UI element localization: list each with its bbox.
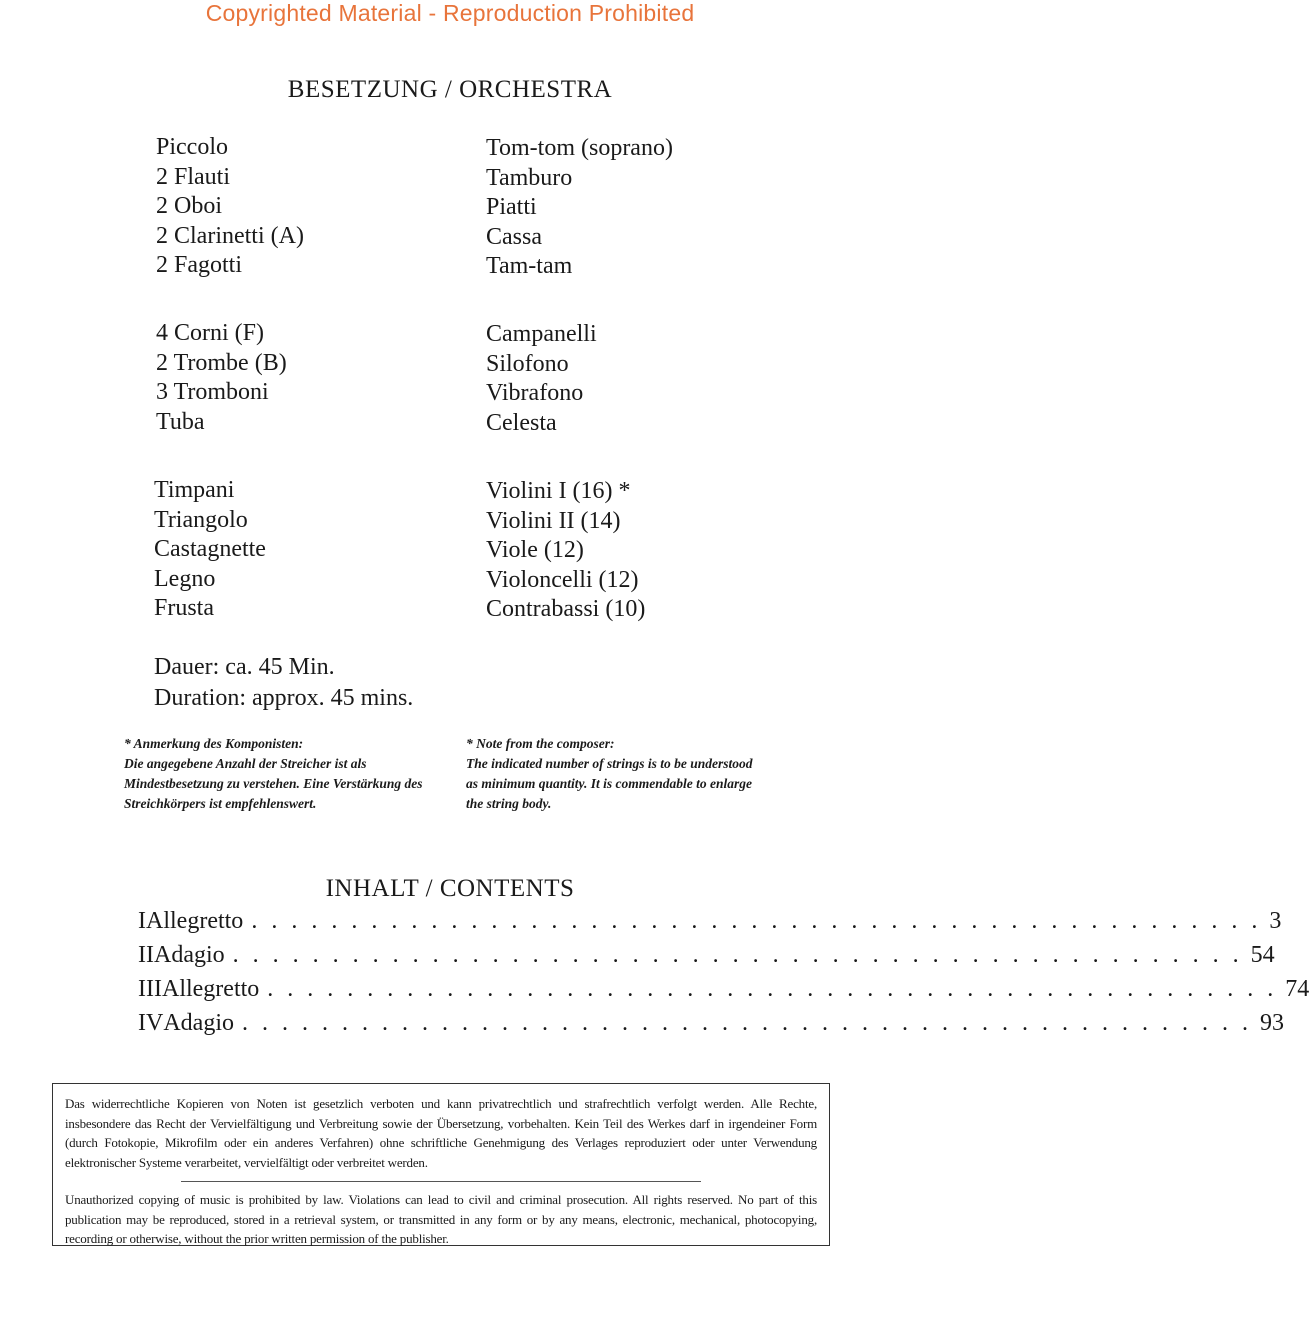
instrument-item: Castagnette: [154, 536, 266, 562]
strings-list: [486, 477, 645, 625]
instrument-item: 3 Tromboni: [156, 379, 269, 405]
instrument-item: Silofono: [486, 350, 569, 377]
percussion-list: [154, 476, 266, 624]
duration-block: [154, 652, 413, 714]
composer-note-german: [124, 734, 442, 814]
instrument-item: Tam-tam: [486, 253, 573, 279]
movement-title: Allegretto: [146, 908, 244, 934]
movement-number: II: [138, 942, 154, 968]
instrument-item: Violini I (16) *: [486, 478, 631, 504]
note-heading: * Anmerkung des Komponisten:: [124, 736, 304, 751]
note-body: Die angegebene Anzahl der Streicher ist als Mindestbesetzung zu verstehen. Eine Verstärkung des Streichkörpers ist empfehlenswert.: [124, 756, 423, 811]
instrument-item: Timpani: [154, 477, 235, 503]
copyright-watermark: Copyrighted Material - Reproduction Prohibited: [205, 0, 695, 26]
instrument-item: Frusta: [154, 595, 214, 621]
note-body: The indicated number of strings is to be understood as minimum quantity. It is commendable to enlarge the string body.: [466, 756, 753, 811]
instrument-item: Campanelli: [486, 321, 597, 347]
instrument-item: 2 Flauti: [156, 163, 231, 190]
movement-title: Allegretto: [161, 976, 260, 1002]
instrument-item: Tamburo: [486, 164, 573, 191]
contents-title: INHALT / CONTENTS: [325, 875, 575, 902]
instrument-item: Tuba: [156, 408, 205, 435]
divider: [181, 1181, 701, 1182]
contents-row: [138, 942, 1275, 976]
contents-row: [138, 976, 1309, 1010]
orchestra-title: BESETZUNG / ORCHESTRA: [287, 76, 613, 103]
duration-english: Duration: approx. 45 mins.: [154, 685, 414, 711]
instrument-item: 2 Fagotti: [156, 252, 243, 278]
note-heading: * Note from the composer:: [466, 736, 615, 751]
instrument-item: 2 Oboi: [156, 193, 222, 219]
instrument-item: Contrabassi (10): [486, 596, 646, 622]
movement-title: Adagio: [153, 942, 225, 968]
movement-number: I: [138, 908, 146, 934]
instrument-item: Triangolo: [154, 506, 248, 533]
instrument-item: Piatti: [486, 194, 537, 220]
instrument-item: Celesta: [486, 409, 557, 436]
composer-note-english: [466, 734, 766, 814]
page-number: 3: [1269, 908, 1282, 934]
duration-german: Dauer: ca. 45 Min.: [154, 654, 335, 680]
instrument-item: Vibrafono: [486, 380, 584, 406]
movement-number: IV: [138, 1010, 164, 1036]
page-number: 54: [1250, 942, 1275, 968]
leader-dots: . . . . . . . . . . . . . . . . . . . . . . . . . . . . . . . . . . . . . . . . . . . . . . . . . . .: [251, 908, 1262, 934]
movement-title: Adagio: [163, 1010, 234, 1036]
copyright-german: Das widerrechtliche Kopieren von Noten ist gesetzlich verboten und kann privatrechtlich und strafrechtlich verfolgt werden. Alle Rechte, insbesondere das Recht der Vervielfältigung und Verbreitung sowie der Übersetzung, vorbehalten. Kein Teil des Werkes darf in irgendeiner Form (durch Fotokopie, Mikrofilm oder ein anderes Verfahren) ohne schriftliche Genehmigung des Verlages reproduziert oder unter Verwendung elektronischer Systeme verarbeitet, vervielfältigt oder verbreitet werden.: [65, 1096, 817, 1170]
instrument-item: Violini II (14): [486, 507, 621, 534]
contents-row: [138, 1010, 1284, 1044]
leader-dots: . . . . . . . . . . . . . . . . . . . . . . . . . . . . . . . . . . . . . . . . . . . . . . . . . . .: [241, 1010, 1252, 1036]
instrument-item: Viole (12): [486, 537, 584, 563]
instrument-item: Legno: [154, 565, 216, 592]
instrument-item: 2 Clarinetti (A): [156, 222, 304, 249]
contents-row: [138, 908, 1282, 942]
woodwinds-list: [156, 133, 304, 281]
leader-dots: . . . . . . . . . . . . . . . . . . . . . . . . . . . . . . . . . . . . . . . . . . . . . . . . . . .: [267, 976, 1278, 1002]
instrument-item: 4 Corni (F): [156, 320, 264, 346]
movement-number: III: [138, 976, 162, 1002]
page-number: 74: [1285, 976, 1309, 1002]
page-number: 93: [1259, 1010, 1284, 1036]
copyright-english: Unauthorized copying of music is prohibited by law. Violations can lead to civil and criminal prosecution. All rights reserved. No part of this publication may be reproduced, stored in a retrieval system, or transmitted in any form or by any means, electronic, mechanical, photocopying, recording or otherwise, without the prior written permission of the publisher.: [65, 1192, 817, 1246]
instrument-item: Violoncelli (12): [486, 566, 639, 593]
instrument-item: Cassa: [486, 223, 542, 250]
instrument-item: 2 Trombe (B): [156, 349, 287, 376]
percussion-list-2: [486, 134, 673, 282]
copyright-notice-box: [52, 1083, 830, 1246]
instrument-item: Tom-tom (soprano): [486, 135, 673, 161]
leader-dots: . . . . . . . . . . . . . . . . . . . . . . . . . . . . . . . . . . . . . . . . . . . . . . . . . . .: [232, 942, 1243, 968]
brass-list: [156, 319, 287, 437]
instrument-item: Piccolo: [156, 134, 228, 160]
keyboard-percussion-list: [486, 320, 597, 438]
